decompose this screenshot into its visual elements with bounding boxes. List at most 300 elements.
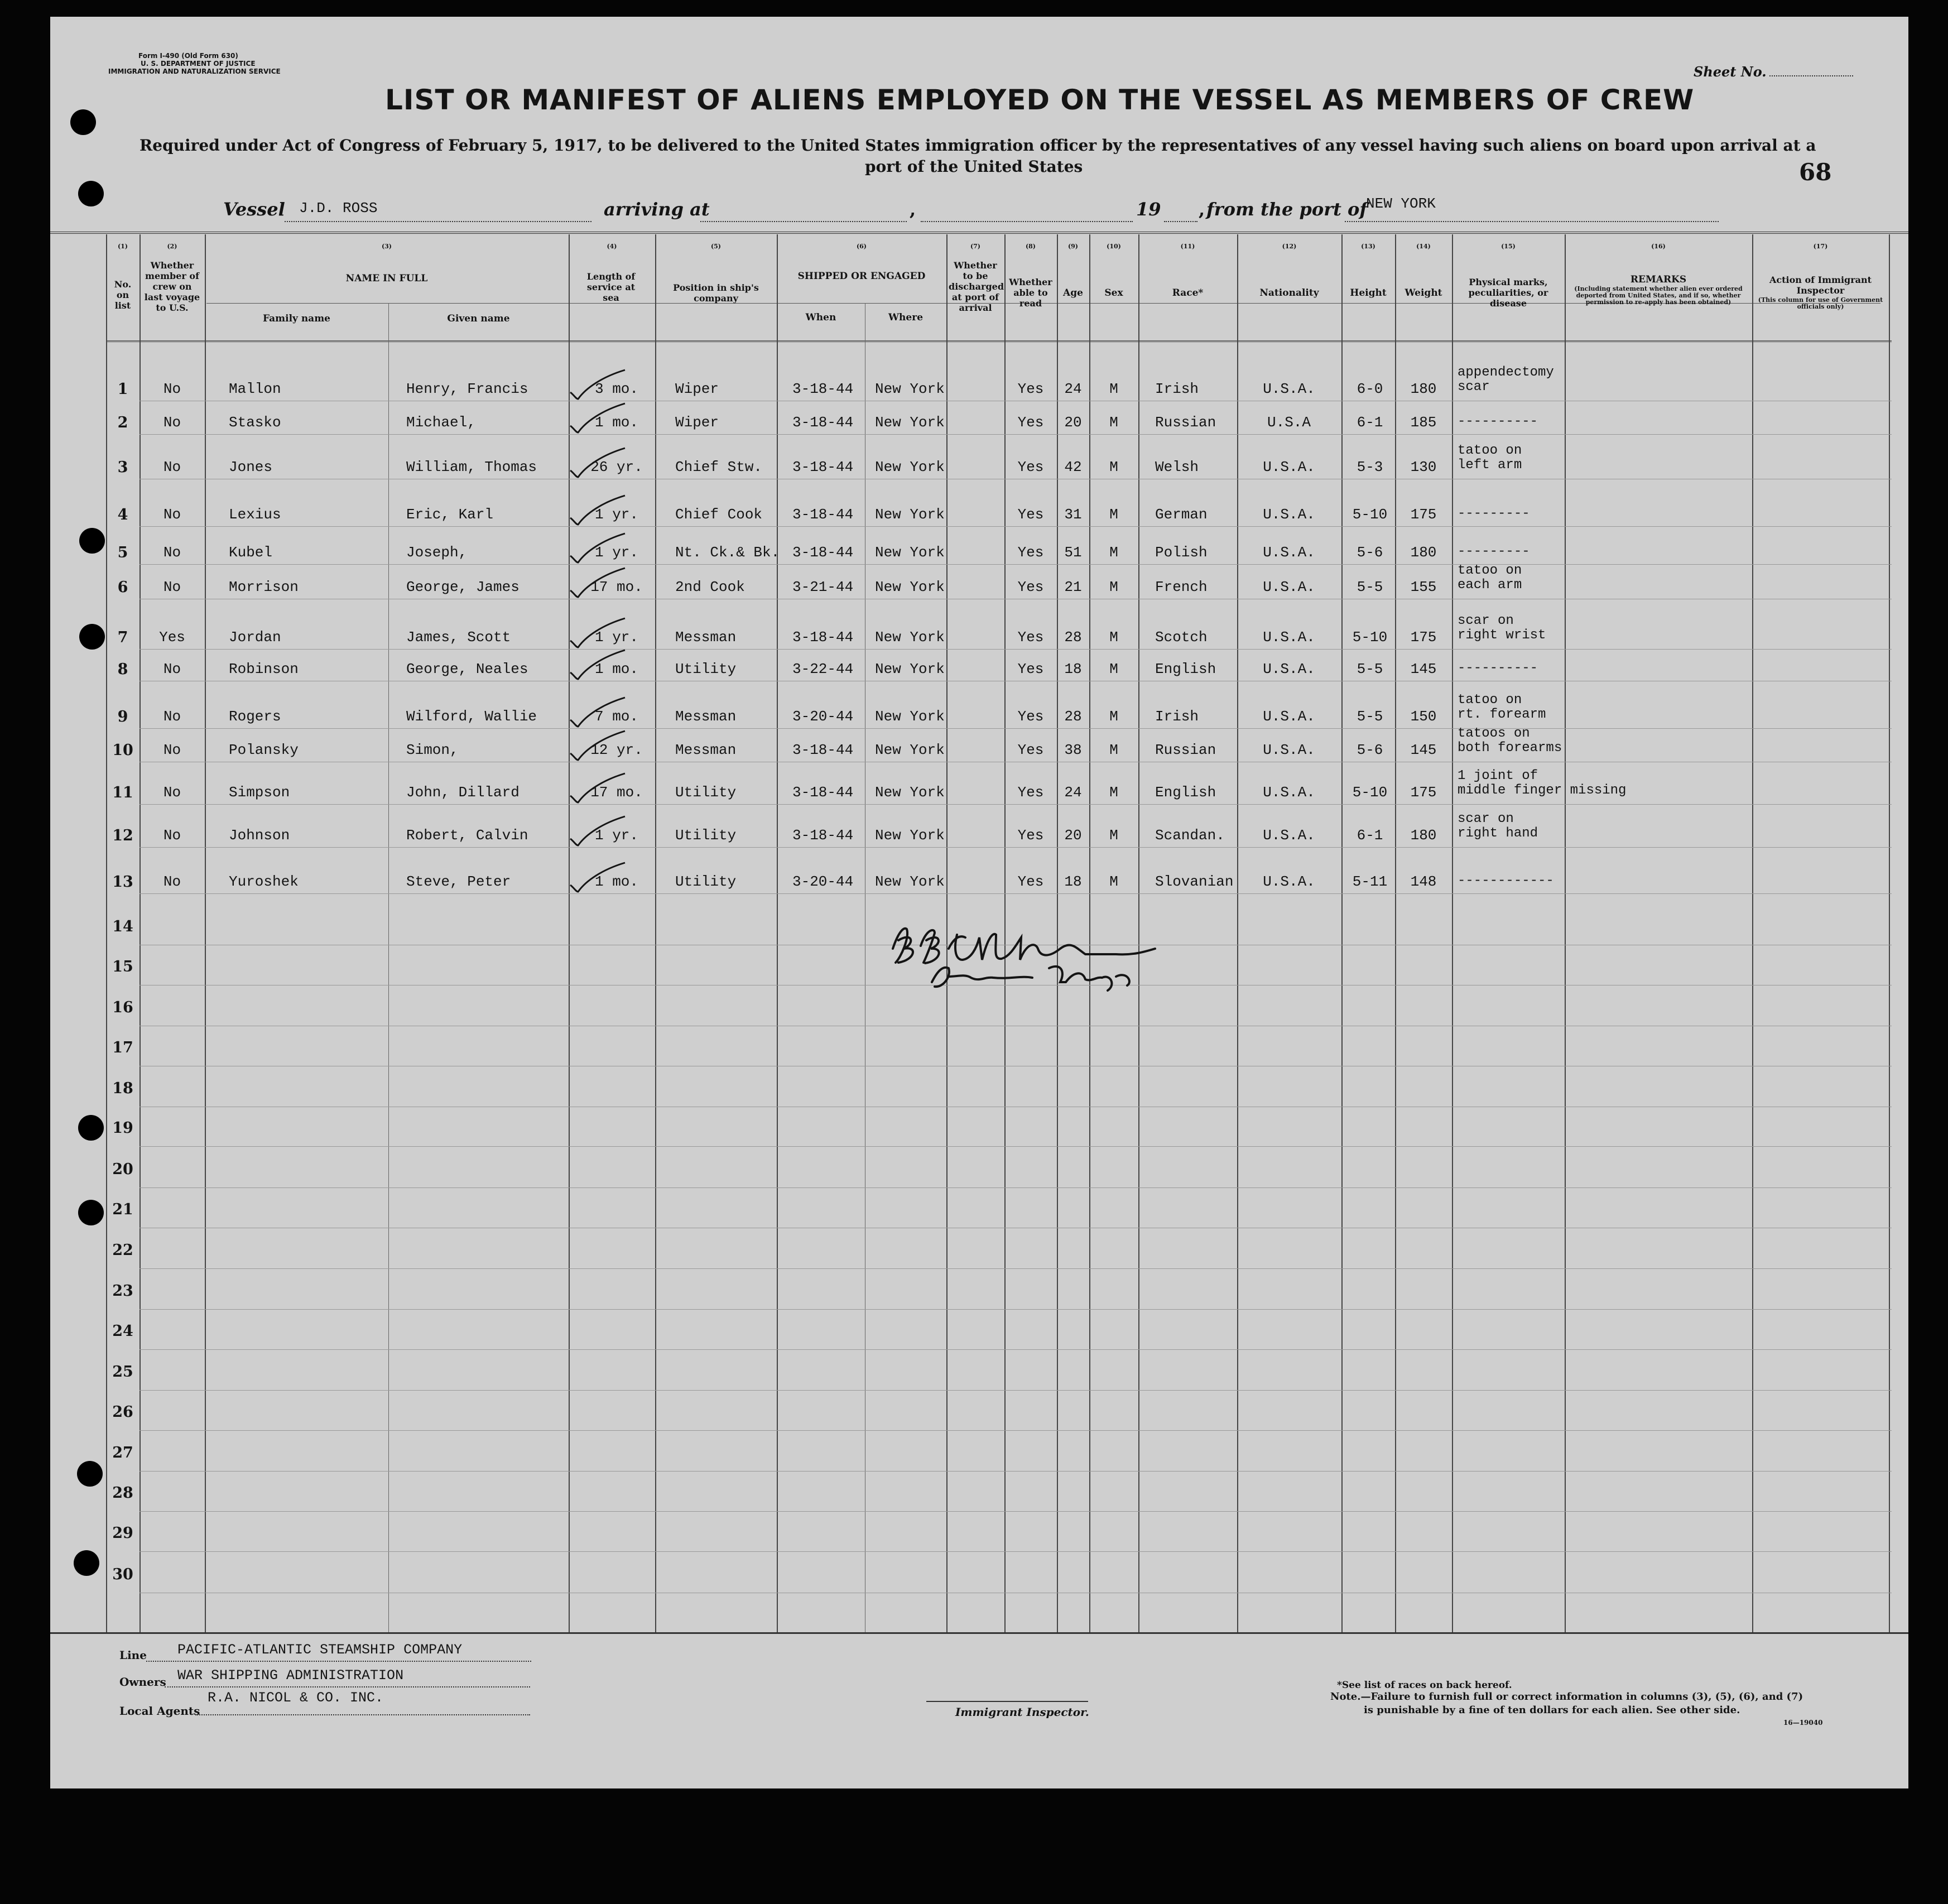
row-marks: --------- [1458,506,1530,521]
row-crew: No [163,827,181,844]
row-position: Nt. Ck.& Bk. [675,544,780,561]
row-no: 8 [117,661,128,678]
row-height: 5-10 [1352,629,1388,646]
row-weight: 180 [1410,827,1437,844]
agents-value: R.A. NICOL & CO. INC. [208,1690,384,1706]
row-rule [140,1349,1892,1350]
row-read: Yes [1017,708,1044,725]
row-family: Mallon [229,381,281,397]
row-age: 42 [1064,459,1082,475]
row-read: Yes [1017,459,1044,475]
row-rule [140,564,1892,565]
row-age: 28 [1064,708,1082,725]
row-family: Morrison [229,579,299,595]
row-family: Lexius [229,506,281,523]
row-position: Chief Cook [675,506,763,523]
row-family: Jones [229,459,273,475]
row-marks: scar on [1458,613,1514,628]
row-position: Utility [675,827,737,844]
row-no: 5 [117,544,128,561]
col9-header: Age [1063,287,1083,299]
row-service: 1 yr. [594,544,638,561]
col8-header: Whether able to read [1009,277,1052,309]
row-sex: M [1109,629,1118,646]
row-rule [140,804,1892,805]
row-marks: 1 joint of [1458,768,1538,783]
col12-header: Nationality [1259,287,1319,299]
row-crew: No [163,579,181,595]
row-where: New York [875,708,945,725]
row-service: 1 yr. [594,827,638,844]
page-number: 68 [1799,158,1832,186]
empty-row-number: 24 [112,1323,133,1340]
row-crew: No [163,742,181,758]
row-given: Henry, Francis [406,381,528,397]
row-weight: 180 [1410,381,1437,397]
punch-hole [77,1461,103,1487]
row-service: 1 yr. [594,629,638,646]
row-age: 20 [1064,414,1082,431]
row-read: Yes [1017,827,1044,844]
row-height: 5-5 [1357,708,1383,725]
row-crew: No [163,784,181,801]
row-service: 17 mo. [590,579,643,595]
col7-header: Whether to be discharged at port of arrival [949,260,1004,313]
empty-row-number: 28 [112,1484,133,1502]
row-no: 1 [117,381,128,398]
empty-row-number: 18 [112,1080,133,1097]
row-rule [140,1551,1892,1552]
row-age: 28 [1064,629,1082,646]
check-mark-icon [564,529,631,568]
empty-row-number: 29 [112,1525,133,1542]
row-marks-line2: left arm [1458,458,1522,473]
row-service: 17 mo. [590,784,643,801]
row-given: Robert, Calvin [406,827,528,844]
punch-hole [78,1115,104,1141]
subtitle-line2: port of the United States [865,157,1083,176]
row-family: Rogers [229,708,281,725]
row-read: Yes [1017,661,1044,677]
row-race: English [1155,661,1216,677]
row-sex: M [1109,742,1118,758]
row-when: 3-18-44 [792,506,854,523]
row-marks: tatoos on [1458,726,1530,741]
row-family: Stasko [229,414,281,431]
empty-row-number: 20 [112,1161,133,1178]
row-age: 21 [1064,579,1082,595]
row-read: Yes [1017,629,1044,646]
col16-note: (Including statement whether alien ever ordered deported from United States, and if so, whether permission to re-apply has been obtained) [1574,285,1743,306]
row-where: New York [875,742,945,758]
row-when: 3-18-44 [792,381,854,397]
row-given: Steve, Peter [406,873,511,890]
row-no: 9 [117,708,128,725]
row-nationality: U.S.A. [1263,506,1315,523]
row-read: Yes [1017,873,1044,890]
row-no: 6 [117,579,128,596]
row-height: 5-6 [1357,544,1383,561]
punch-hole [78,1200,104,1225]
row-marks: scar on [1458,811,1514,826]
form-number: Form I-490 (Old Form 630) [138,52,238,60]
row-no: 2 [117,414,128,431]
col3-header: NAME IN FULL [345,273,428,284]
row-family: Jordan [229,629,281,646]
empty-row-number: 22 [112,1242,133,1259]
check-mark-icon [564,646,631,685]
col12-num: (12) [1282,243,1297,250]
row-age: 18 [1064,873,1082,890]
row-where: New York [875,506,945,523]
row-where: New York [875,414,945,431]
row-rule [140,1430,1892,1431]
row-race: Irish [1155,708,1199,725]
row-weight: 180 [1410,544,1437,561]
row-crew: No [163,708,181,725]
row-when: 3-21-44 [792,579,854,595]
row-race: Welsh [1155,459,1199,475]
vessel-name: J.D. ROSS [299,200,378,217]
row-given: Eric, Karl [406,506,494,523]
row-where: New York [875,459,945,475]
check-mark-icon [564,444,631,483]
empty-row-number: 30 [112,1566,133,1583]
row-service: 3 mo. [594,381,638,397]
row-sex: M [1109,414,1118,431]
year-label: 19 [1136,199,1161,220]
subtitle-line1: Required under Act of Congress of February 5, 1917, to be delivered to the United States immigration officer by the representatives of any vessel having such aliens on board upon arrival at a [140,136,1816,155]
row-service: 1 yr. [594,506,638,523]
row-no: 7 [117,629,128,646]
empty-row-number: 14 [112,918,133,935]
row-when: 3-18-44 [792,459,854,475]
row-nationality: U.S.A. [1263,381,1315,397]
owners-label: Owners [119,1675,166,1689]
row-nationality: U.S.A [1267,414,1311,431]
row-weight: 145 [1410,742,1437,758]
row-given: Wilford, Wallie [406,708,537,725]
row-nationality: U.S.A. [1263,544,1315,561]
row-weight: 175 [1410,784,1437,801]
row-service: 1 mo. [594,873,638,890]
empty-row-number: 16 [112,999,133,1016]
row-read: Yes [1017,784,1044,801]
row-service: 1 mo. [594,661,638,677]
row-height: 5-6 [1357,742,1383,758]
row-given: John, Dillard [406,784,520,801]
col8-num: (8) [1025,243,1036,250]
check-mark-icon [564,858,631,897]
col1-num: (1) [117,243,128,250]
row-position: Messman [675,708,737,725]
row-race: German [1155,506,1208,523]
col16-num: (16) [1651,243,1666,250]
empty-row-number: 26 [112,1403,133,1421]
row-read: Yes [1017,381,1044,397]
row-height: 6-0 [1357,381,1383,397]
row-sex: M [1109,661,1118,677]
row-given: James, Scott [406,629,511,646]
row-height: 5-11 [1352,873,1388,890]
line-label: Line [119,1648,147,1662]
punch-hole [78,181,104,206]
row-nationality: U.S.A. [1263,459,1315,475]
empty-row-number: 19 [112,1119,133,1137]
row-age: 24 [1064,784,1082,801]
row-when: 3-22-44 [792,661,854,677]
col5-header: Position in ship's company [673,282,759,304]
row-given: George, Neales [406,661,528,677]
row-family: Simpson [229,784,290,801]
row-sex: M [1109,381,1118,397]
row-position: Utility [675,873,737,890]
row-crew: Yes [159,629,185,646]
row-race: Scotch [1155,629,1208,646]
department: U. S. DEPARTMENT OF JUSTICE [141,60,256,68]
check-mark-icon [564,399,631,438]
row-height: 6-1 [1357,827,1383,844]
row-weight: 175 [1410,506,1437,523]
col15-num: (15) [1501,243,1516,250]
arriving-label: arriving at [604,199,710,220]
row-weight: 175 [1410,629,1437,646]
row-marks-line2: scar [1458,379,1490,395]
row-race: Russian [1155,742,1216,758]
when-header: When [805,312,836,323]
row-service: 12 yr. [590,742,643,758]
empty-row-number: 25 [112,1363,133,1381]
where-header: Where [888,312,924,323]
row-sex: M [1109,708,1118,725]
table-top-border [50,232,1908,234]
row-race: French [1155,579,1208,595]
row-height: 5-5 [1357,661,1383,677]
row-age: 20 [1064,827,1082,844]
row-rule [140,847,1892,848]
row-marks-line2: rt. forearm [1458,707,1546,722]
row-when: 3-20-44 [792,873,854,890]
row-position: Utility [675,784,737,801]
row-marks: ------------ [1458,873,1554,888]
row-crew: No [163,544,181,561]
row-given: William, Thomas [406,459,537,475]
punch-hole [74,1550,99,1576]
form-code: 16—19040 [1783,1719,1823,1727]
row-nationality: U.S.A. [1263,661,1315,677]
page-title: LIST OR MANIFEST OF ALIENS EMPLOYED ON THE VESSEL AS MEMBERS OF CREW [385,84,1695,116]
row-where: New York [875,873,945,890]
penalty-note-line2: is punishable by a fine of ten dollars for each alien. See other side. [1364,1704,1740,1716]
row-race: Slovanian [1155,873,1234,890]
col17-header: Action of Immigrant Inspector [1769,275,1872,296]
col7-num: (7) [970,243,981,250]
row-marks: tatoo on [1458,693,1522,708]
row-nationality: U.S.A. [1263,708,1315,725]
row-marks-line2: each arm [1458,578,1522,593]
row-position: Chief Stw. [675,459,763,475]
row-marks: ---------- [1458,414,1538,429]
row-family: Yuroshek [229,873,299,890]
col17-note: (This column for use of Government officials only) [1758,296,1883,310]
row-read: Yes [1017,544,1044,561]
col4-header: Length of service at sea [586,271,636,303]
row-no: 11 [112,784,133,801]
row-marks: appendectomy [1458,365,1554,380]
row-marks-line2: right hand [1458,826,1538,841]
row-nationality: U.S.A. [1263,873,1315,890]
row-race: Polish [1155,544,1208,561]
row-when: 3-18-44 [792,544,854,561]
row-weight: 148 [1410,873,1437,890]
row-rule [140,1268,1892,1269]
punch-hole [70,109,96,135]
row-sex: M [1109,784,1118,801]
row-age: 31 [1064,506,1082,523]
row-rule [140,526,1892,527]
row-rule [140,434,1892,435]
col16-header: REMARKS [1630,274,1687,285]
row-nationality: U.S.A. [1263,579,1315,595]
row-age: 38 [1064,742,1082,758]
punch-hole [79,624,105,650]
row-when: 3-18-44 [792,629,854,646]
row-crew: No [163,381,181,397]
row-nationality: U.S.A. [1263,827,1315,844]
row-rule [140,1187,1892,1188]
col10-header: Sex [1104,287,1123,299]
row-nationality: U.S.A. [1263,629,1315,646]
row-read: Yes [1017,579,1044,595]
row-when: 3-18-44 [792,742,854,758]
check-mark-icon [564,769,631,808]
row-marks: --------- [1458,544,1530,559]
row-age: 51 [1064,544,1082,561]
row-where: New York [875,544,945,561]
row-where: New York [875,381,945,397]
row-no: 3 [117,459,128,476]
col15-header: Physical marks, peculiarities, or disease [1468,277,1548,309]
col11-header: Race* [1172,287,1204,299]
row-where: New York [875,661,945,677]
row-marks-line2: right wrist [1458,628,1546,643]
row-marks-line2: middle finger missing [1458,783,1627,798]
row-service: 7 mo. [594,708,638,725]
sheet-label: Sheet No. [1694,64,1767,80]
row-rule [140,893,1892,894]
row-read: Yes [1017,414,1044,431]
row-rule [140,1146,1892,1147]
handwritten-signature [882,915,1194,993]
row-weight: 155 [1410,579,1437,595]
check-mark-icon [564,727,631,766]
row-no: 4 [117,506,128,523]
row-read: Yes [1017,742,1044,758]
col13-num: (13) [1361,243,1375,250]
col10-num: (10) [1107,243,1121,250]
row-race: Scandan. [1155,827,1225,844]
row-crew: No [163,873,181,890]
col11-num: (11) [1180,243,1195,250]
row-where: New York [875,579,945,595]
row-marks: ---------- [1458,661,1538,676]
row-when: 3-20-44 [792,708,854,725]
col6-header: SHIPPED OR ENGAGED [797,271,926,282]
row-rule [140,1390,1892,1391]
row-sex: M [1109,873,1118,890]
row-marks-line2: both forearms [1458,741,1562,756]
table-bottom-border [50,1632,1908,1634]
row-rule [140,1471,1892,1472]
row-age: 24 [1064,381,1082,397]
row-weight: 150 [1410,708,1437,725]
row-nationality: U.S.A. [1263,742,1315,758]
row-race: Irish [1155,381,1199,397]
from-port-label: from the port of [1206,199,1368,220]
row-rule [140,728,1892,729]
empty-row-number: 15 [112,958,133,975]
sheet-number [1694,64,1853,80]
row-crew: No [163,414,181,431]
row-race: English [1155,784,1216,801]
col5-num: (5) [710,243,722,250]
row-rule [140,649,1892,650]
row-height: 5-5 [1357,579,1383,595]
col17-num: (17) [1813,243,1828,250]
row-height: 5-3 [1357,459,1383,475]
row-crew: No [163,459,181,475]
family-name-header: Family name [262,313,331,324]
check-mark-icon [564,812,631,851]
row-position: Wiper [675,414,719,431]
row-no: 10 [112,742,133,759]
col4-num: (4) [607,243,617,250]
row-sex: M [1109,827,1118,844]
row-sex: M [1109,459,1118,475]
row-sex: M [1109,506,1118,523]
row-position: Messman [675,629,737,646]
row-height: 6-1 [1357,414,1383,431]
row-family: Kubel [229,544,273,561]
row-service: 1 mo. [594,414,638,431]
row-given: Michael, [406,414,476,431]
row-given: George, James [406,579,520,595]
empty-row-number: 21 [112,1201,133,1218]
col13-header: Height [1350,287,1387,299]
col2-num: (2) [167,243,177,250]
col3-num: (3) [381,243,392,250]
row-position: 2nd Cook [675,579,745,595]
col14-num: (14) [1416,243,1431,250]
row-crew: No [163,661,181,677]
col6-num: (6) [856,243,867,250]
row-family: Polansky [229,742,299,758]
row-no: 12 [112,827,133,844]
row-nationality: U.S.A. [1263,784,1315,801]
empty-row-number: 23 [112,1282,133,1300]
row-position: Wiper [675,381,719,397]
empty-row-number: 27 [112,1444,133,1461]
col14-header: Weight [1405,287,1442,299]
row-rule [140,1309,1892,1310]
row-rule [140,1511,1892,1512]
row-race: Russian [1155,414,1216,431]
check-mark-icon [564,491,631,530]
row-height: 5-10 [1352,506,1388,523]
row-age: 18 [1064,661,1082,677]
check-mark-icon [564,564,631,603]
row-no: 13 [112,873,133,891]
